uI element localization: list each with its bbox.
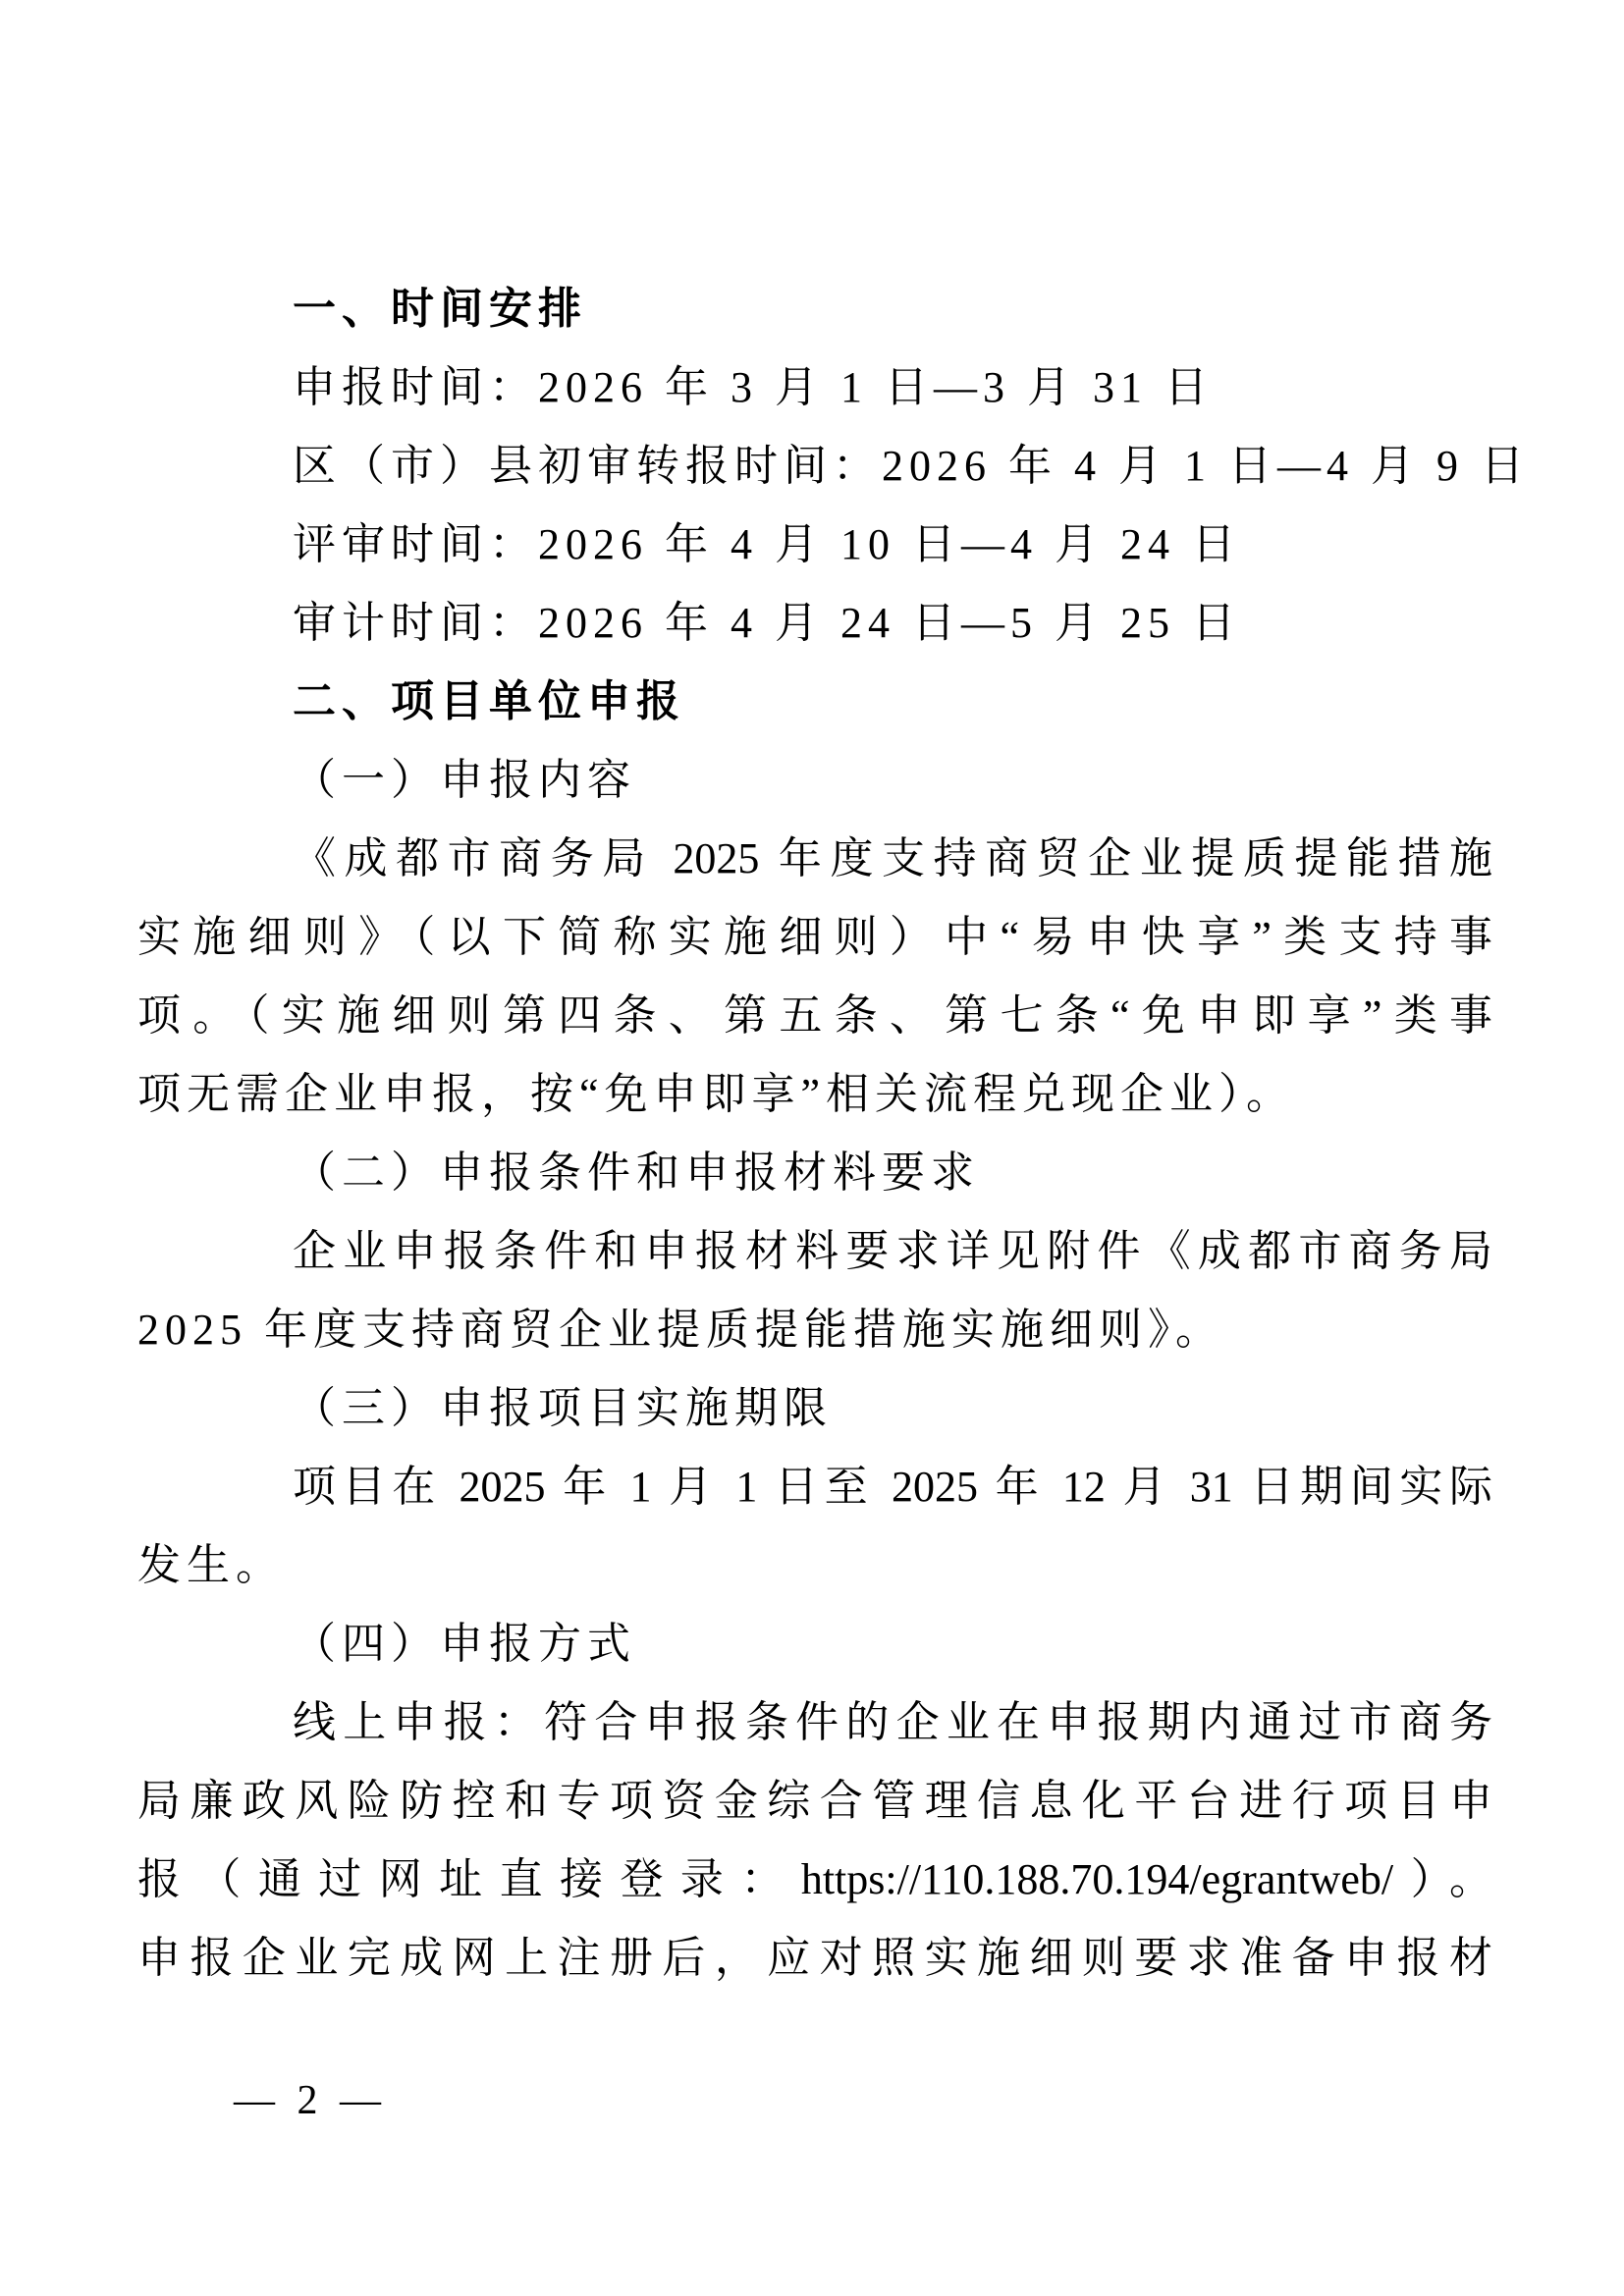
subsection-heading: （三）申报项目实施期限 [293, 1384, 833, 1432]
body-line: 项无需企业申报，按“免申即享”相关流程兑现企业）。 [137, 1070, 1296, 1118]
body-line: 申报时间：2026 年 3 月 1 日—3 月 31 日 [293, 363, 1214, 411]
subsection-heading: （一）申报内容 [293, 756, 636, 804]
body-line: 项目在 2025 年 1 月 1 日至 2025 年 12 月 31 日期间实际 [293, 1463, 1492, 1511]
section-heading: 二、项目单位申报 [293, 677, 685, 725]
url-prefix-text: 报（通过网址直接登录： [137, 1855, 801, 1903]
section-project-application [137, 663, 1492, 1998]
body-line: 企业申报条件和申报材料要求详见附件《成都市商务局 [293, 1227, 1492, 1275]
body-line: 2025 年度支持商贸企业提质提能措施实施细则》。 [137, 1306, 1224, 1354]
body-line: 局廉政风险防控和专项资金综合管理信息化平台进行项目申 [137, 1777, 1492, 1825]
platform-url: https://110.188.70.194/egrantweb/ [800, 1855, 1394, 1903]
body-line: 评审时间：2026 年 4 月 10 日—4 月 24 日 [293, 520, 1241, 568]
body-line: 项。（实施细则第四条、第五条、第七条“免申即享”类事 [137, 991, 1492, 1040]
body-line: 审计时间：2026 年 4 月 24 日—5 月 25 日 [293, 599, 1241, 647]
url-suffix-text: ）。 [1393, 1855, 1492, 1903]
body-line: 申报企业完成网上注册后，应对照实施细则要求准备申报材 [137, 1934, 1492, 1982]
section-time-schedule [137, 270, 1530, 663]
section-heading: 一、时间安排 [293, 285, 587, 333]
subsection-heading: （二）申报条件和申报材料要求 [293, 1148, 980, 1197]
body-line: 区（市）县初审转报时间：2026 年 4 月 1 日—4 月 9 日 [293, 442, 1530, 490]
subsection-heading: （四）申报方式 [293, 1620, 636, 1668]
body-line: 线上申报：符合申报条件的企业在申报期内通过市商务 [293, 1698, 1492, 1746]
body-line: 实施细则》（以下简称实施细则）中“易申快享”类支持事 [137, 913, 1492, 961]
body-line-with-url [137, 1841, 1492, 1919]
page-number: — 2 — [234, 2078, 387, 2123]
document-body [137, 270, 1530, 1998]
body-line: 发生。 [137, 1541, 285, 1589]
body-line: 《成都市商务局 2025 年度支持商贸企业提质提能措施 [293, 834, 1492, 882]
